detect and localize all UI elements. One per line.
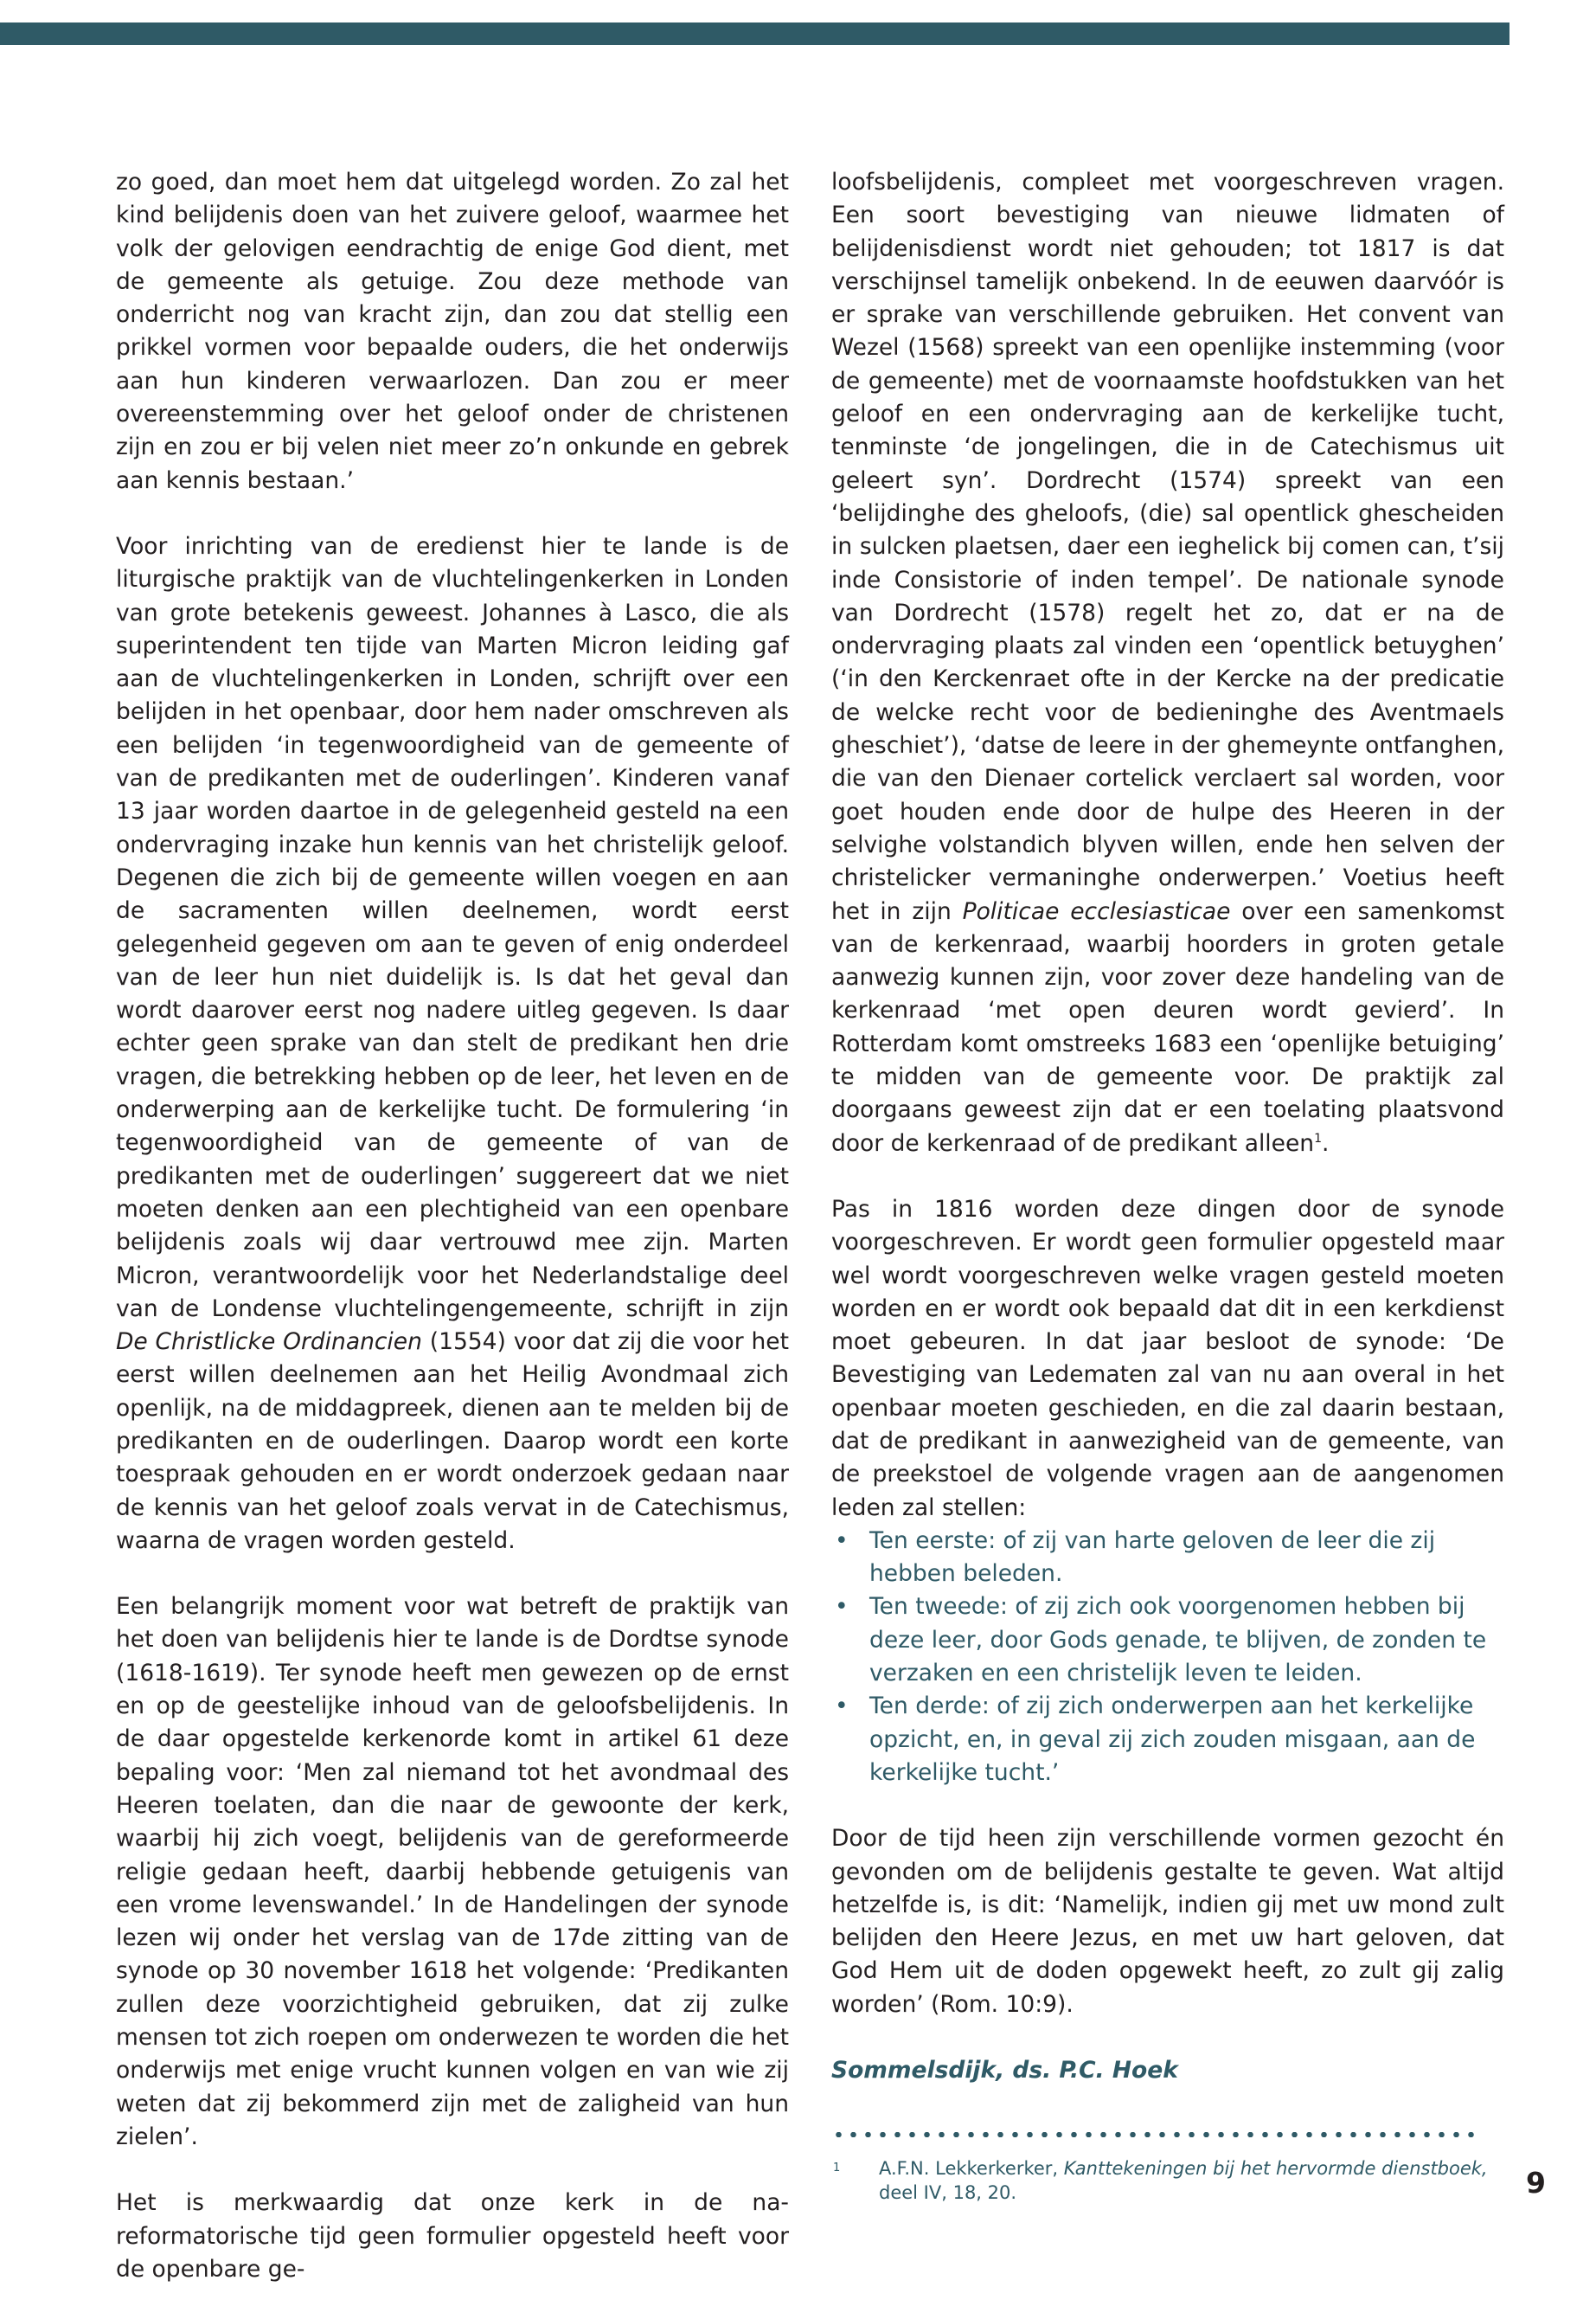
footnote-reference[interactable]: 1 <box>1314 1131 1322 1146</box>
paragraph-text: over een samenkomst van de kerkenraad, waarbij hoorders in groten getale aanwezig kunnen zijn, voor zover deze handeling van de kerkenraad ‘met open deuren wordt gevierd’. In Rotterdam komt omstreeks 1683 een ‘openlijke betuiging’ te midden van de gemeente voor. De praktijk zal doorgaans geweest zijn dat er een toelating plaatsvond door de kerkenraad of de predikant alleen <box>831 897 1504 1157</box>
paragraph-text: Voor inrichting van de eredienst hier te lande is de liturgische praktijk van de vluchtelingenkerken in Londen van grote betekenis geweest. Johannes à Lasco, die als superintendent ten tijde van Marten Micron leiding gaf aan de vluchtelingenkerken in Londen, schrijft over een belijden in het openbaar, door hem nader omschreven als een belijden ‘in tegenwoordigheid van de gemeente of van de predikanten met de ouderlingen’. Kinderen vanaf 13 jaar worden daartoe in de gelegenheid gesteld na een ondervraging inzake hun kennis van het christelijk geloof. Degenen die zich bij de gemeente willen voegen en aan de sacramenten willen deelnemen, wordt eerst gelegenheid gegeven om aan te geven of enig onderdeel van de leer hun niet duidelijk is. Is dat het geval dan wordt daarover eerst nog nadere uitleg gegeven. Is daar echter geen sprake van dan stelt de predikant hen drie vragen, die betrekking hebben op de leer, het leven en de onderwerping aan de kerkelijke tucht. De formulering ‘in tegenwoordigheid van de gemeente of van de predikanten met de ouderlingen’ suggereert dat we niet moeten denken aan een plechtigheid van een openbare belijdenis zoals wij daar vertrouwd mee zijn. Marten Micron, verantwoordelijk voor het Nederlandstalige deel van de Londense vluchtelingengemeente, schrijft in zijn <box>116 532 789 1322</box>
footnote-text: deel IV, 18, 20. <box>879 2182 1017 2204</box>
header-bar <box>0 22 1509 45</box>
right-column <box>831 166 1504 2205</box>
paragraph <box>116 1590 789 2154</box>
paragraph <box>116 2187 789 2286</box>
paragraph <box>116 530 789 1558</box>
author-signature: Sommelsdijk, ds. P.C. Hoek <box>831 2057 1178 2085</box>
paragraph-text: Pas in 1816 worden deze dingen door de synode voorgeschreven. Er wordt geen formulier opgesteld maar wel wordt voorgeschreven welke vragen gesteld moeten worden en er wordt ook bepaald dat dit in een kerkdienst moet gebeuren. In dat jaar besloot de synode: ‘De Bevestiging van Ledematen zal van nu aan overal in het openbaar moeten geschieden, en die zal daarin bestaan, dat de predikant in aanwezigheid van de gemeente, van de preekstoel de volgende vragen aan de aangenomen leden zal stellen: <box>831 1195 1504 1521</box>
paragraph-text: Een belangrijk moment voor wat betreft de praktijk van het doen van belijdenis hier te lande is de Dordtse synode (1618-1619). Ter synode heeft men gewezen op de ernst en op de geestelijke inhoud van de geloofsbelijdenis. In de daar opgestelde kerkenorde komt in artikel 61 deze bepaling voor: ‘Men zal niemand tot het avondmaal des Heeren toelaten, dan die naar de gewoonte der kerk, waarbij hij zich voegt, belijdenis van de gereformeerde religie gedaan heeft, daarbij hebbende getuigenis van een vrome levenswandel.’ In de Handelingen der synode lezen wij onder het verslag van de 17de zitting van de synode op 30 november 1618 het volgende: ‘Predikanten zullen deze voorzichtigheid gebruiken, dat zij zulke mensen tot zich roepen om onderwezen te worden die het onderwijs met enige vrucht kunnen volgen en van wie zij weten dat zij bekommerd zijn met de zaligheid van hun zielen’. <box>116 1593 789 2150</box>
paragraph <box>831 166 1504 1160</box>
list-item: • Ten derde: of zij zich onderwerpen aan het kerkelijke opzicht, en, in geval zij zich zouden misgaan, aan de kerkelijke tucht.’ <box>831 1690 1504 1789</box>
question-list <box>831 1525 1504 1789</box>
footnote-text: A.F.N. Lekkerkerker, <box>879 2158 1064 2180</box>
list-item: • Ten tweede: of zij zich ook voorgenomen hebben bij deze leer, door Gods genade, te blijven, de zonden te verzaken en een christelijk leven te leiden. <box>831 1590 1504 1690</box>
footnote-divider <box>831 2132 1477 2137</box>
book-title: Politicae ecclesiasticae <box>962 897 1231 925</box>
paragraph-text: . <box>1322 1129 1330 1157</box>
list-item: • Ten eerste: of zij van harte geloven de leer die zij hebben beleden. <box>831 1525 1504 1591</box>
left-column <box>116 166 789 2319</box>
footnote <box>831 2156 1504 2205</box>
book-title: De Christlicke Ordinancien <box>116 1328 422 1356</box>
paragraph <box>831 1822 1504 2021</box>
footnote-book-title: Kanttekeningen bij het hervormde dienstboek, <box>1063 2158 1488 2180</box>
paragraph-text: (1554) voor dat zij die voor het eerst willen deelnemen aan het Heilig Avondmaal zich openlijk, na de middagpreek, dienen aan te melden bij de predikanten en de ouderlingen. Daarop wordt een korte toespraak gehouden en er wordt onderzoek gedaan naar de kennis van het geloof zoals vervat in de Catechismus, waarna de vragen worden gesteld. <box>116 1328 790 1554</box>
paragraph-text: loofsbelijdenis, compleet met voorgeschreven vragen. Een soort bevestiging van nieuwe lidmaten of belijdenisdienst wordt niet gehouden; tot 1817 is dat verschijnsel tamelijk onbekend. In de eeuwen daarvóór is er sprake van verschillende gebruiken. Het convent van Wezel (1568) spreekt van een openlijke instemming (voor de gemeente) met de voornaamste hoofdstukken van het geloof en een ondervraging aan de kerkelijke tucht, tenminste ‘de jongelingen, die in de Catechismus uit geleert syn’. Dordrecht (1574) spreekt van een ‘belijdinghe des gheloofs, (die) sal opentlick ghescheiden in sulcken plaetsen, daer een ieghelick bij comen can, t’sij inde Consistorie of inden tempel’. De nationale synode van Dordrecht (1578) regelt het zo, dat er na de ondervraging plaats zal vinden een ‘opentlick betuyghen’ (‘in den Kerckenraet ofte in der Kercke na der predicatie de welcke recht voor de bedieninghe des Aventmaels gheschiet’), ‘datse de leere in der ghemeynte ontfanghen, die van den Dienaer cortelick verclaert sal worden, voor goet houden ende door de hulpe des Heeren in der selvighe volstandich blyven willen, ende hen selven der christelicker vermaninghe onderwerpen.’ Voetius heeft het in zijn <box>831 169 1504 925</box>
footnote-number: 1 <box>833 2162 841 2175</box>
paragraph <box>116 166 789 498</box>
paragraph-text: zo goed, dan moet hem dat uitgelegd worden. Zo zal het kind belijdenis doen van het zuivere geloof, waarmee het volk der gelovigen eendrachtig de enige God dient, met de gemeente als getuige. Zou deze methode van onderricht nog van kracht zijn, dan zou dat stellig een prikkel vormen voor bepaalde ouders, die het onderwijs aan hun kinderen verwaarlozen. Dan zou er meer overeenstemming over het geloof onder de christenen zijn en zou er bij velen niet meer zo’n onkunde en gebrek aan kennis bestaan.’ <box>116 169 789 494</box>
paragraph-text: Het is merkwaardig dat onze kerk in de na-reformatorische tijd geen formulier opgesteld heeft voor de openbare ge- <box>116 2189 789 2283</box>
page-number: 9 <box>1526 2166 1546 2200</box>
paragraph <box>831 1193 1504 1525</box>
paragraph-text: Door de tijd heen zijn verschillende vormen gezocht én gevonden om de belijdenis gestalte te geven. Wat altijd hetzelfde is, is dit: ‘Namelijk, indien gij met uw mond zult belijden den Heere Jezus, en met uw hart geloven, dat God Hem uit de doden opgewekt heeft, zo zult gij zalig worden’ (Rom. 10:9). <box>831 1825 1504 2018</box>
